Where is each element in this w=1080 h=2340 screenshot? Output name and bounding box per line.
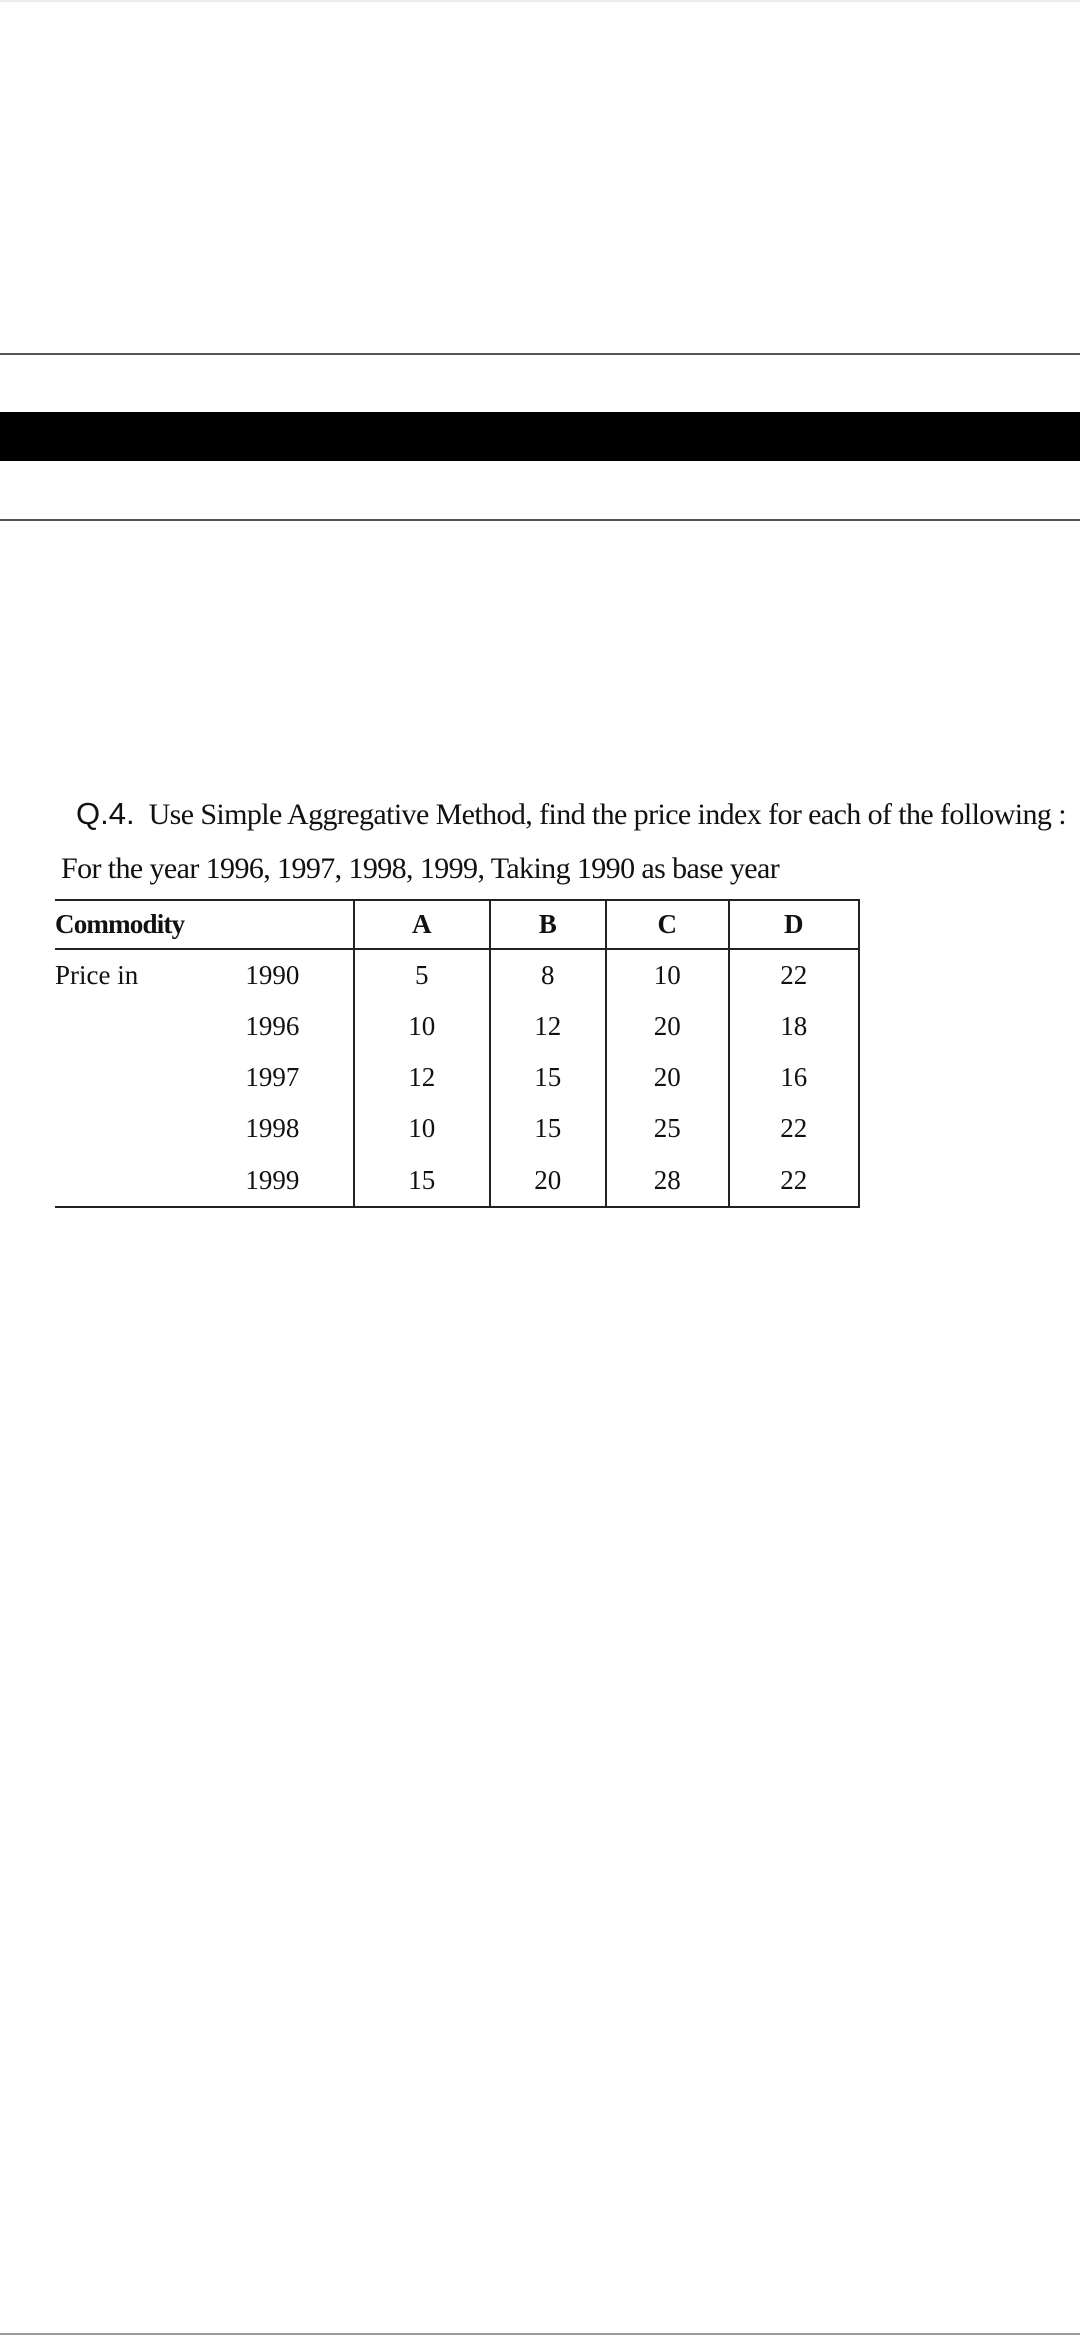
table-row xyxy=(55,1154,859,1207)
year-cell: 1996 xyxy=(245,1011,300,1041)
value-cell-b: 12 xyxy=(490,1001,607,1052)
year-cell: 1998 xyxy=(245,1113,300,1143)
table-header-row xyxy=(55,900,859,949)
year-cell: 1990 xyxy=(245,960,300,990)
empty-label-cell xyxy=(55,1154,245,1207)
column-header-c: C xyxy=(606,900,728,949)
value-cell-c: 10 xyxy=(606,949,728,1001)
question-line xyxy=(76,796,1066,832)
value-cell-a: 15 xyxy=(354,1154,489,1207)
year-cell: 1997 xyxy=(245,1062,300,1092)
horizontal-rule xyxy=(0,519,1080,521)
column-header-b: B xyxy=(490,900,607,949)
value-cell-b: 15 xyxy=(490,1052,607,1103)
value-cell-b: 15 xyxy=(490,1103,607,1154)
top-edge xyxy=(0,0,1080,2)
redaction-bar xyxy=(0,412,1080,461)
bottom-rule xyxy=(0,2333,1080,2335)
empty-label-cell xyxy=(55,1001,245,1052)
year-cell: 1999 xyxy=(245,1154,354,1207)
value-cell-a: 12 xyxy=(354,1052,489,1103)
value-cell-d: 22 xyxy=(729,1103,860,1154)
value-cell-c: 28 xyxy=(606,1154,728,1207)
value-cell-b: 20 xyxy=(490,1154,607,1207)
value-cell-b: 8 xyxy=(490,949,607,1001)
table-row xyxy=(55,1001,859,1052)
table-row xyxy=(55,949,859,1001)
value-cell-a: 5 xyxy=(354,949,489,1001)
question-text: Use Simple Aggregative Method, find the price index for each of the following : xyxy=(148,798,1066,831)
value-cell-d: 18 xyxy=(729,1001,860,1052)
table-row xyxy=(55,1052,859,1103)
commodity-header: Commodity xyxy=(55,900,354,949)
price-in-label: Price in xyxy=(55,960,139,990)
question-number: Q.4. xyxy=(76,796,135,831)
value-cell-a: 10 xyxy=(354,1001,489,1052)
empty-label-cell xyxy=(55,1103,245,1154)
table-row xyxy=(55,1103,859,1154)
value-cell-d: 22 xyxy=(729,1154,860,1207)
column-header-a: A xyxy=(354,900,489,949)
value-cell-c: 20 xyxy=(606,1001,728,1052)
price-table xyxy=(55,899,860,1208)
value-cell-c: 20 xyxy=(606,1052,728,1103)
question-subtext: For the year 1996, 1997, 1998, 1999, Taking 1990 as base year xyxy=(61,852,780,885)
horizontal-rule xyxy=(0,353,1080,355)
column-header-d: D xyxy=(729,900,860,949)
value-cell-c: 25 xyxy=(606,1103,728,1154)
value-cell-a: 10 xyxy=(354,1103,489,1154)
value-cell-d: 22 xyxy=(729,949,860,1001)
empty-label-cell xyxy=(55,1052,245,1103)
value-cell-d: 16 xyxy=(729,1052,860,1103)
